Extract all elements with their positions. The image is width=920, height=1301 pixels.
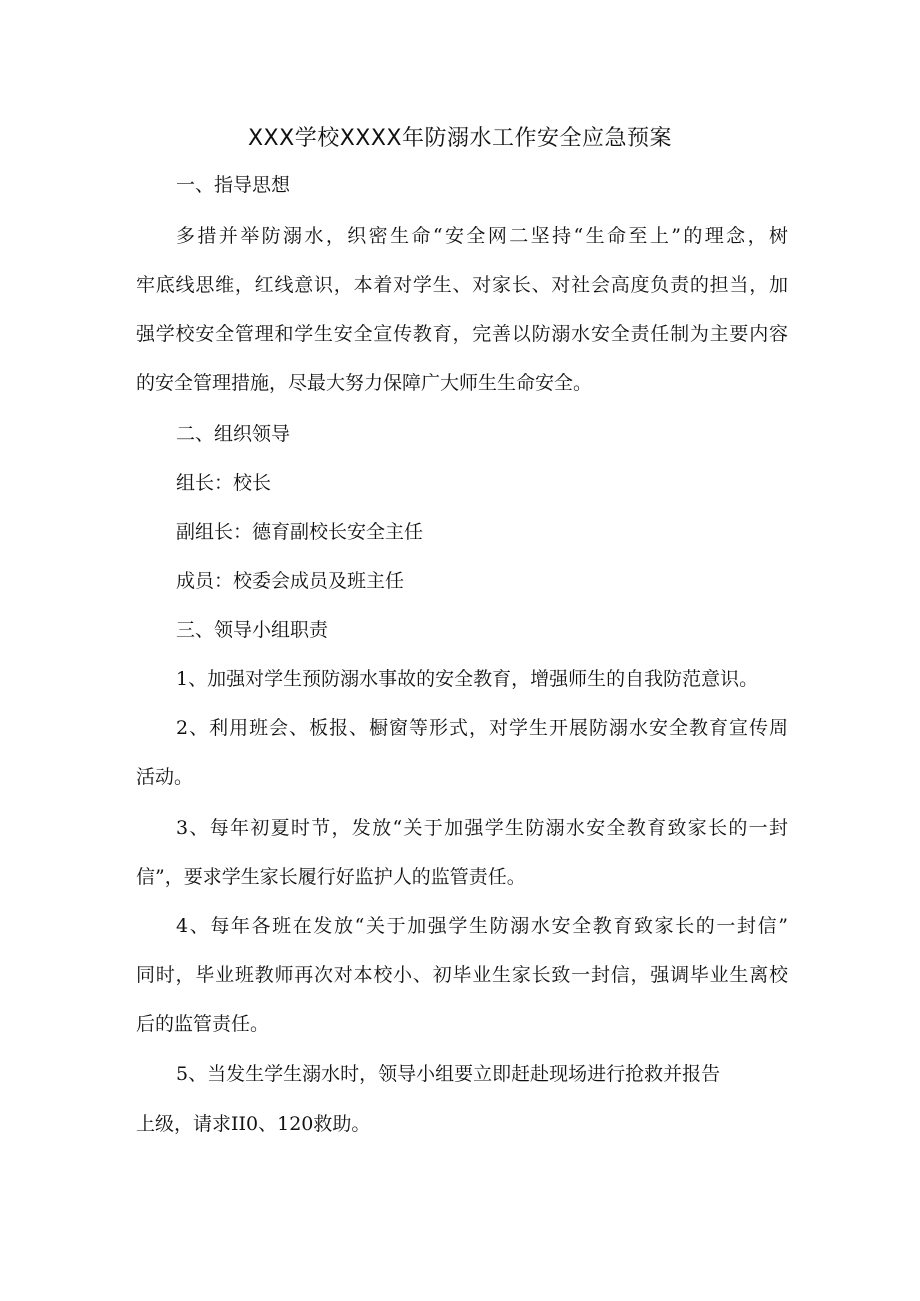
section-heading-responsibilities: 三、领导小组职责 [176, 619, 329, 641]
deputy-leader-line: 副组长：德育副校长安全主任 [176, 521, 424, 543]
list-item: 5、当发生学生溺水时，领导小组要立即赶赴现场进行抢救并报告 [176, 1063, 721, 1085]
document-title: XXX学校XXXX年防溺水工作安全应急预案 [247, 126, 672, 151]
paragraph-line: 多措并举防溺水，织密生命“安全网二坚持“生命至上”的理念，树 [176, 225, 788, 247]
members-line: 成员：校委会成员及班主任 [176, 570, 405, 592]
section-heading-guiding-ideology: 一、指导思想 [176, 174, 291, 196]
section-heading-organization: 二、组织领导 [176, 423, 291, 445]
paragraph-line: 牢底线思维，红线意识，本着对学生、对家长、对社会高度负责的担当，加 [136, 274, 788, 296]
list-item-continuation: 上级，请求II0、120救助。 [136, 1113, 371, 1135]
list-item-continuation: 同时，毕业班教师再次对本校小、初毕业生家长致一封信，强调毕业生离校 [136, 964, 788, 986]
list-item: 1、加强对学生预防溺水事故的安全教育，增强师生的自我防范意识。 [176, 668, 759, 690]
list-item-continuation: 活动。 [136, 766, 194, 788]
leader-line: 组长：校长 [176, 472, 272, 494]
list-item-continuation: 信”，要求学生家长履行好监护人的监管责任。 [136, 866, 526, 888]
paragraph-line: 的安全管理措施，尽最大努力保障广大师生生命安全。 [136, 372, 593, 394]
list-item: 3、每年初夏时节，发放“关于加强学生防溺水安全教育致家长的一封 [176, 817, 788, 839]
list-item: 2、利用班会、板报、橱窗等形式，对学生开展防溺水安全教育宣传周 [176, 717, 788, 739]
paragraph-line: 强学校安全管理和学生安全宣传教育，完善以防溺水安全责任制为主要内容 [136, 323, 788, 345]
list-item: 4、每年各班在发放“关于加强学生防溺水安全教育致家长的一封信” [176, 915, 788, 937]
list-item-continuation: 后的监管责任。 [136, 1013, 270, 1035]
